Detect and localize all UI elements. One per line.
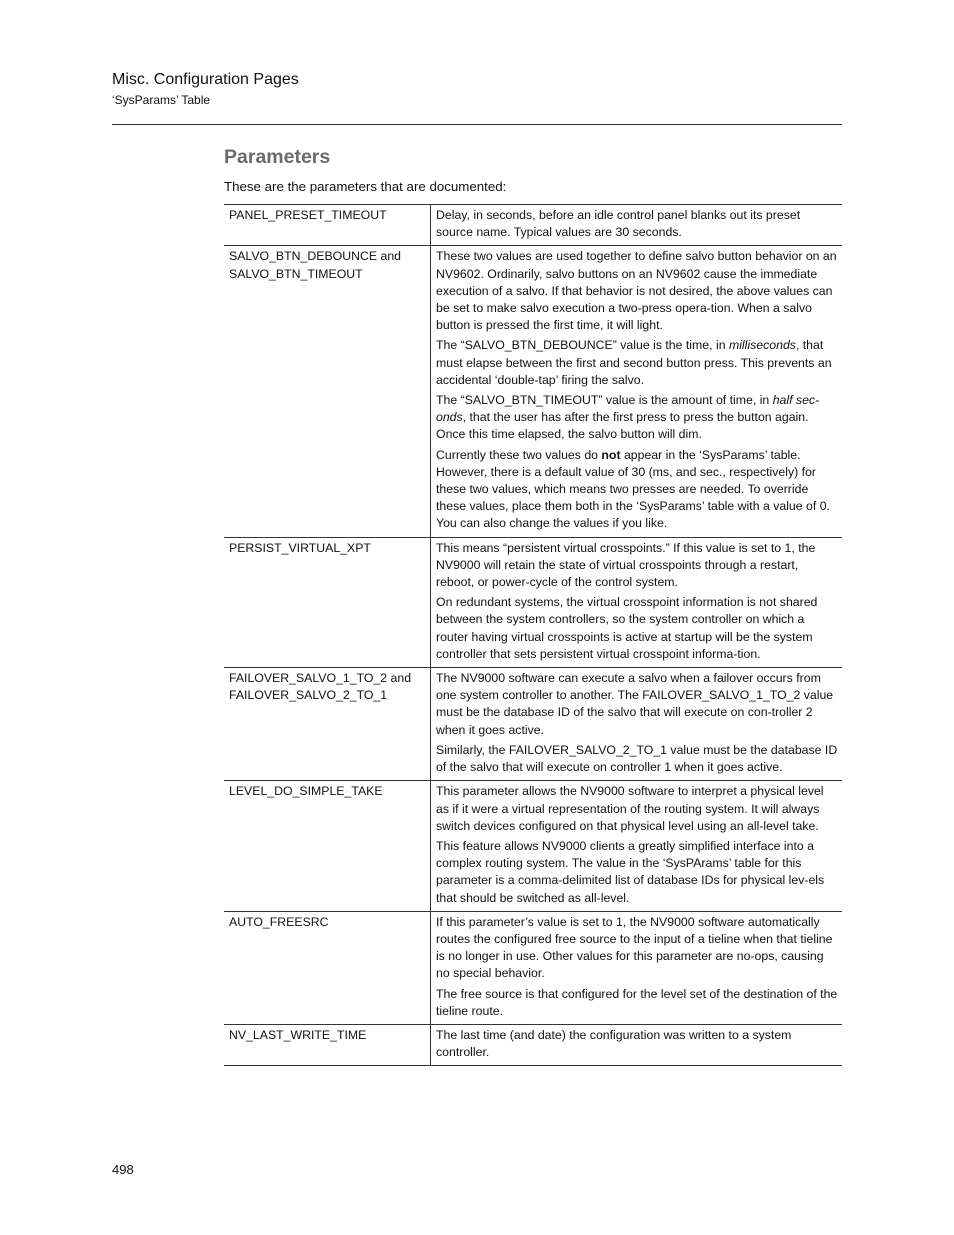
- parameter-description: [431, 1024, 843, 1065]
- parameter-name: PANEL_PRESET_TIMEOUT: [224, 205, 431, 246]
- running-head: [112, 70, 299, 109]
- parameters-table: [224, 204, 842, 1066]
- table-row: [224, 911, 842, 1024]
- page-number: 498: [112, 1162, 134, 1177]
- page-heading: Parameters: [224, 146, 331, 168]
- parameter-description: [431, 911, 843, 1024]
- description-paragraph: The “SALVO_BTN_TIMEOUT” value is the amount of time, in half sec-onds, that the user has after the first press to press the button again. Once this time elapsed, the salvo button will dim.: [436, 393, 820, 442]
- parameter-description: [431, 781, 843, 911]
- intro-text: These are the parameters that are documented:: [224, 179, 507, 194]
- description-paragraph: If this parameter’s value is set to 1, the NV9000 software automatically routes the configured free source to the input of a tieline when that tieline is no longer in use. Other values for this parameter are no-ops, causing no special behavior.: [436, 914, 833, 981]
- parameter-name: AUTO_FREESRC: [224, 911, 431, 1024]
- table-row: [224, 1024, 842, 1065]
- table-row: [224, 205, 842, 246]
- main-content: [224, 144, 842, 1066]
- chapter-title: Misc. Configuration Pages: [112, 71, 299, 88]
- parameter-description: [431, 246, 843, 537]
- parameter-name: NV_LAST_WRITE_TIME: [224, 1024, 431, 1065]
- parameter-description: [431, 205, 843, 246]
- description-paragraph: The last time (and date) the configuration was written to a system controller.: [436, 1027, 792, 1060]
- description-paragraph: This feature allows NV9000 clients a greatly simplified interface into a complex routing system. The value in the ‘SysPArams’ table for this parameter is a comma-delimited list of database IDs for physical lev-els that should be switched as all-level.: [436, 838, 825, 905]
- description-paragraph: This parameter allows the NV9000 software to interpret a physical level as if it were a virtual representation of the routing system. It will always switch devices configured on that physical level using an all-level take.: [436, 784, 824, 833]
- description-paragraph: The NV9000 software can execute a salvo when a failover occurs from one system controller to another. The FAILOVER_SALVO_1_TO_2 value must be the database ID of the salvo that will execute on con-troller 2 when it goes active.: [436, 671, 834, 737]
- table-row: [224, 668, 842, 781]
- parameter-description: [431, 668, 843, 781]
- description-paragraph: Similarly, the FAILOVER_SALVO_2_TO_1 value must be the database ID of the salvo that will execute on controller 1 when it goes active.: [436, 742, 838, 775]
- description-paragraph: The free source is that configured for the level set of the destination of the tieline route.: [436, 986, 838, 1018]
- parameter-name: LEVEL_DO_SIMPLE_TAKE: [224, 781, 431, 911]
- description-paragraph: This means “persistent virtual crosspoints.” If this value is set to 1, the NV9000 will retain the state of virtual crosspoints through a restart, reboot, or power-cycle of the control system.: [436, 540, 816, 590]
- description-paragraph: Delay, in seconds, before an idle control panel blanks out its preset source name. Typical values are 30 seconds.: [436, 208, 801, 240]
- parameter-name: SALVO_BTN_DEBOUNCE and SALVO_BTN_TIMEOUT: [224, 246, 431, 537]
- table-row: [224, 246, 842, 537]
- description-paragraph: On redundant systems, the virtual crosspoint information is not shared between the system controllers, so the system controller on which a router having virtual crosspoints is active at startup will be the system controller that sets persistent virtual crosspoint informa-tion.: [436, 595, 818, 661]
- parameter-name: PERSIST_VIRTUAL_XPT: [224, 537, 431, 667]
- table-row: [224, 537, 842, 667]
- description-paragraph: Currently these two values do not appear in the ‘SysParams’ table. However, there is a default value of 30 (ms, and sec., respectively) for these two values, which means two presses are needed. To override these values, place them both in the ‘SysParams’ table with a value of 0. You can also change the values if you like.: [436, 447, 830, 531]
- description-paragraph: These two values are used together to define salvo button behavior on an NV9602. Ordinarily, salvo buttons on an NV9602 cause the immediate execution of a salvo. If that behavior is not desired, the above values can be set to make salvo execution a two-press opera-tion. When a salvo button is pressed the first time, it will light.: [436, 249, 837, 333]
- parameter-description: [431, 537, 843, 667]
- section-title: ‘SysParams’ Table: [112, 93, 211, 107]
- header-divider: [112, 124, 842, 125]
- parameters-table-body: [224, 205, 842, 1066]
- table-row: [224, 781, 842, 911]
- parameter-name: FAILOVER_SALVO_1_TO_2 and FAILOVER_SALVO_2_TO_1: [224, 668, 431, 781]
- description-paragraph: The “SALVO_BTN_DEBOUNCE” value is the time, in milliseconds, that must elapse between the first and second button press. This prevents an accidental ‘double-tap’ firing the salvo.: [436, 338, 832, 387]
